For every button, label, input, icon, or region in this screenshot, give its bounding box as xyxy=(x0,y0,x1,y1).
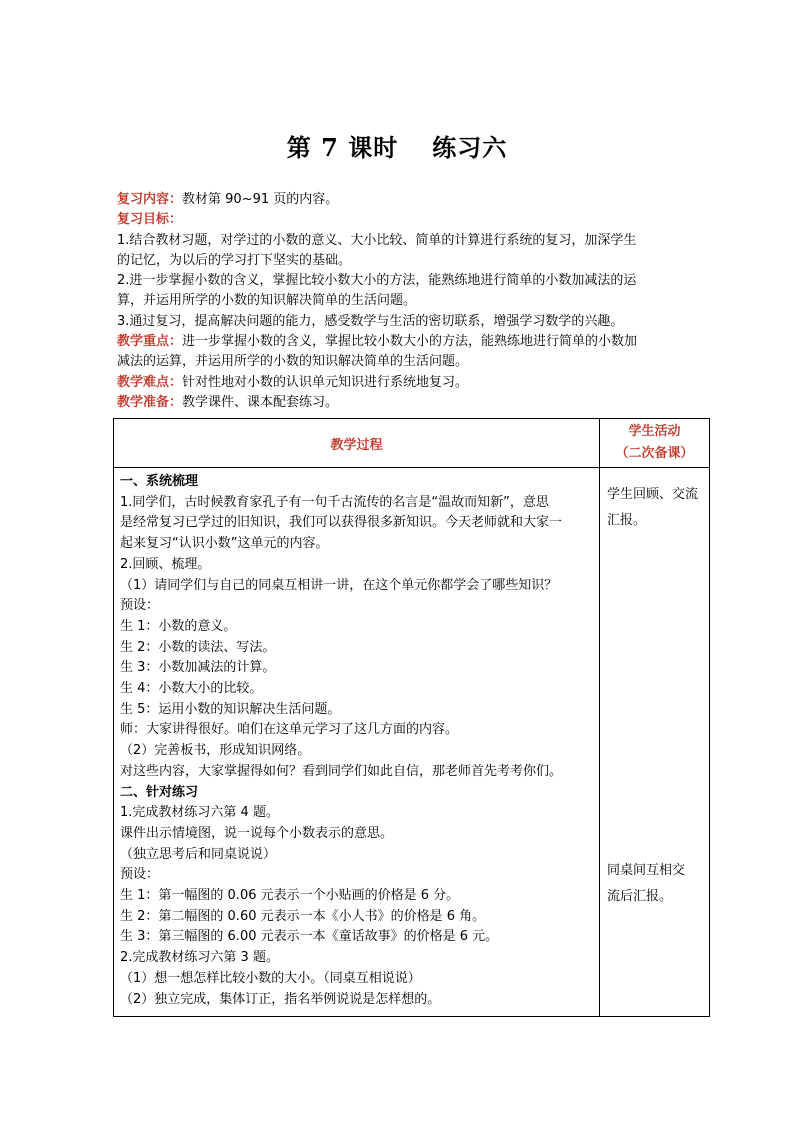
process-line: 生 5：运用小数的知识解决生活问题。 xyxy=(120,701,341,717)
process-line: 师：大家讲得很好。咱们在这单元学习了这几方面的内容。 xyxy=(120,722,459,738)
review-content-label: 复习内容： xyxy=(117,192,183,207)
process-header: 教学过程 xyxy=(114,419,600,468)
teaching-difficulty: 教学难点：针对性地对小数的认识单元知识进行系统地复习。 xyxy=(117,374,469,390)
process-line: 生 4：小数大小的比较。 xyxy=(120,681,263,697)
student-activity-note: 同桌间互相交 xyxy=(607,863,686,878)
teaching-key-points: 教学重点：进一步掌握小数的含义，掌握比较小数大小的方法，能熟练地进行简单的小数加 xyxy=(117,334,638,350)
process-line: 生 1：小数的意义。 xyxy=(120,618,237,634)
goal-line: 算，并运用所学的小数的知识解决简单的生活问题。 xyxy=(117,293,417,309)
lesson-table xyxy=(113,418,710,1017)
review-content: 复习内容：教材第 90~91 页的内容。 xyxy=(117,192,339,207)
student-activity-note: 流后汇报。 xyxy=(607,889,673,904)
process-line: 起来复习“认识小数”这单元的内容。 xyxy=(120,536,329,552)
process-line: 生 1：第一幅图的 0.06 元表示一个小贴画的价格是 6 分。 xyxy=(120,888,460,904)
process-line: （2）独立完成，集体订正，指名举例说说是怎样想的。 xyxy=(120,991,441,1007)
student-activity-note: 汇报。 xyxy=(607,513,647,528)
lesson-name: 练习六 xyxy=(432,133,508,162)
process-line: （2）完善板书，形成知识网络。 xyxy=(120,743,311,759)
student-activity-header: 学生活动 （二次备课） xyxy=(600,419,710,468)
process-line: 生 3：第三幅图的 6.00 元表示一本《童话故事》的价格是 6 元。 xyxy=(120,929,499,945)
page-title xyxy=(0,128,794,163)
student-activity-cell xyxy=(600,468,710,1017)
goal-line: 1.结合教材习题，对学过的小数的意义、大小比较、简单的计算进行系统的复习，加深学生 xyxy=(117,232,637,248)
teaching-key-points-cont: 减法的运算，并运用所学的小数的知识解决简单的生活问题。 xyxy=(117,354,469,370)
lesson-number: 第 7 课时 xyxy=(286,133,399,162)
goal-line: 3.通过复习，提高解决问题的能力，感受数学与生活的密切联系，增强学习数学的兴趣。 xyxy=(117,313,624,329)
lesson-overview xyxy=(117,190,697,413)
review-goals-label: 复习目标： xyxy=(117,212,183,228)
process-line: 预设： xyxy=(120,867,160,883)
process-line: 生 2：小数的读法、写法。 xyxy=(120,639,276,655)
process-line: （独立思考后和同桌说说） xyxy=(120,846,277,862)
process-line: 1.完成教材练习六第 4 题。 xyxy=(120,805,279,821)
goal-line: 2.进一步掌握小数的含义，掌握比较小数大小的方法，能熟练地进行简单的小数加减法的运 xyxy=(117,273,637,289)
process-line: （1）想一想怎样比较小数的大小。（同桌互相说说） xyxy=(120,970,421,986)
process-line: 1.同学们，古时候教育家孔子有一句千古流传的名言是“温故而知新”，意思 xyxy=(120,494,549,510)
process-line: 生 3：小数加减法的计算。 xyxy=(120,660,276,676)
goal-line: 的记忆，为以后的学习打下坚实的基础。 xyxy=(117,252,352,268)
student-activity-note: 学生回顾、交流 xyxy=(607,487,699,502)
section-heading: 一、系统梳理 xyxy=(120,474,199,489)
process-line: 对这些内容，大家掌握得如何？看到同学们如此自信，那老师首先考考你们。 xyxy=(120,763,563,779)
process-line: 生 2：第二幅图的 0.60 元表示一本《小人书》的价格是 6 角。 xyxy=(120,908,486,924)
process-line: 预设： xyxy=(120,598,160,614)
section-heading: 二、针对练习 xyxy=(120,784,199,800)
process-line: （1）请同学们与自己的同桌互相讲一讲，在这个单元你都学会了哪些知识？ xyxy=(120,577,558,593)
process-line: 2.完成教材练习六第 3 题。 xyxy=(120,950,279,966)
teaching-preparation: 教学准备：教学课件、课本配套练习。 xyxy=(117,394,339,410)
process-line: 是经常复习已学过的旧知识，我们可以获得很多新知识。今天老师就和大家一 xyxy=(120,515,563,531)
process-line: 2.回顾、梳理。 xyxy=(120,556,211,572)
process-line: 课件出示情境图，说一说每个小数表示的意思。 xyxy=(120,825,394,841)
teaching-process-cell xyxy=(114,468,600,1017)
